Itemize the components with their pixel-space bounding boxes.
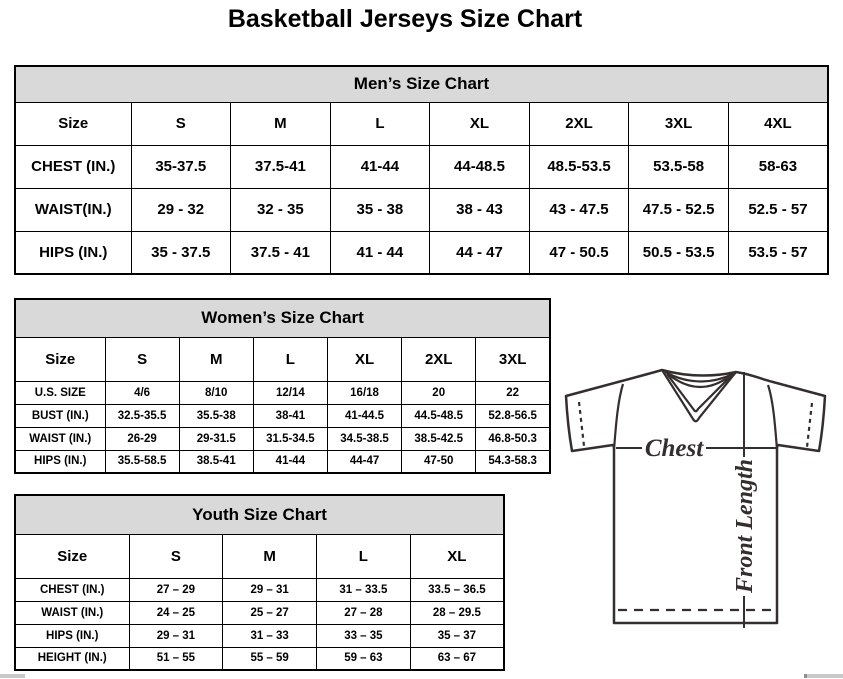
column-header-cell: L	[317, 534, 411, 578]
row-label-cell: HIPS (IN.)	[15, 231, 131, 274]
value-cell: 35-37.5	[131, 145, 231, 188]
table-row	[15, 231, 828, 274]
value-cell: 50.5 - 53.5	[629, 231, 729, 274]
value-cell: 22	[476, 381, 550, 404]
table-row	[15, 145, 828, 188]
value-cell: 63 – 67	[410, 647, 504, 670]
value-cell: 58-63	[728, 145, 828, 188]
value-cell: 38-41	[253, 404, 327, 427]
column-header-cell: 2XL	[402, 337, 476, 381]
value-cell: 53.5-58	[629, 145, 729, 188]
jersey-measurement-diagram	[554, 360, 842, 660]
value-cell: 51 – 55	[129, 647, 223, 670]
value-cell: 35.5-58.5	[105, 450, 179, 473]
value-cell: 4/6	[105, 381, 179, 404]
table-header-row	[15, 102, 828, 145]
value-cell: 27 – 28	[317, 601, 411, 624]
value-cell: 59 – 63	[317, 647, 411, 670]
table-row	[15, 404, 550, 427]
value-cell: 12/14	[253, 381, 327, 404]
table-row	[15, 188, 828, 231]
value-cell: 35 - 38	[330, 188, 430, 231]
column-header-cell: XL	[410, 534, 504, 578]
value-cell: 41-44	[330, 145, 430, 188]
column-header-cell: S	[131, 102, 231, 145]
value-cell: 35.5-38	[179, 404, 253, 427]
value-cell: 38.5-42.5	[402, 427, 476, 450]
value-cell: 47 - 50.5	[529, 231, 629, 274]
horizontal-scrollbar-right-fragment[interactable]	[804, 674, 843, 678]
value-cell: 43 - 47.5	[529, 188, 629, 231]
value-cell: 16/18	[327, 381, 401, 404]
value-cell: 52.8-56.5	[476, 404, 550, 427]
value-cell: 54.3-58.3	[476, 450, 550, 473]
table-row	[15, 450, 550, 473]
table-title-band: Youth Size Chart	[15, 495, 504, 534]
value-cell: 35 – 37	[410, 624, 504, 647]
front-length-label: Front Length	[732, 458, 758, 594]
value-cell: 32 - 35	[231, 188, 331, 231]
value-cell: 33.5 – 36.5	[410, 578, 504, 601]
value-cell: 31 – 33	[223, 624, 317, 647]
mens-size-chart-table	[14, 65, 829, 275]
table-row	[15, 624, 504, 647]
value-cell: 37.5 - 41	[231, 231, 331, 274]
value-cell: 44-48.5	[430, 145, 530, 188]
row-label-cell: HEIGHT (IN.)	[15, 647, 129, 670]
column-header-cell: L	[253, 337, 327, 381]
column-header-cell: 4XL	[728, 102, 828, 145]
horizontal-scrollbar-left-fragment[interactable]	[0, 674, 25, 678]
value-cell: 26-29	[105, 427, 179, 450]
column-header-cell: M	[231, 102, 331, 145]
value-cell: 46.8-50.3	[476, 427, 550, 450]
value-cell: 27 – 29	[129, 578, 223, 601]
table-row	[15, 647, 504, 670]
size-header-cell: Size	[15, 534, 129, 578]
table-title-band: Men’s Size Chart	[15, 66, 828, 102]
value-cell: 33 – 35	[317, 624, 411, 647]
page-title: Basketball Jerseys Size Chart	[227, 5, 583, 33]
value-cell: 38 - 43	[430, 188, 530, 231]
jersey-outline	[566, 370, 825, 623]
row-label-cell: WAIST(IN.)	[15, 188, 131, 231]
value-cell: 35 - 37.5	[131, 231, 231, 274]
value-cell: 47-50	[402, 450, 476, 473]
row-label-cell: WAIST (IN.)	[15, 427, 105, 450]
value-cell: 41-44.5	[327, 404, 401, 427]
value-cell: 44-47	[327, 450, 401, 473]
value-cell: 55 – 59	[223, 647, 317, 670]
table-header-row	[15, 337, 550, 381]
value-cell: 48.5-53.5	[529, 145, 629, 188]
table-title-band: Women’s Size Chart	[15, 299, 550, 337]
row-label-cell: CHEST (IN.)	[15, 578, 129, 601]
value-cell: 52.5 - 57	[728, 188, 828, 231]
chest-label: Chest	[644, 435, 704, 462]
value-cell: 31 – 33.5	[317, 578, 411, 601]
value-cell: 8/10	[179, 381, 253, 404]
value-cell: 34.5-38.5	[327, 427, 401, 450]
value-cell: 31.5-34.5	[253, 427, 327, 450]
youth-size-chart-table	[14, 494, 505, 671]
row-label-cell: CHEST (IN.)	[15, 145, 131, 188]
column-header-cell: XL	[430, 102, 530, 145]
value-cell: 44.5-48.5	[402, 404, 476, 427]
column-header-cell: M	[223, 534, 317, 578]
value-cell: 41 - 44	[330, 231, 430, 274]
value-cell: 28 – 29.5	[410, 601, 504, 624]
row-label-cell: U.S. SIZE	[15, 381, 105, 404]
value-cell: 44 - 47	[430, 231, 530, 274]
column-header-cell: 2XL	[529, 102, 629, 145]
size-header-cell: Size	[15, 102, 131, 145]
value-cell: 29-31.5	[179, 427, 253, 450]
column-header-cell: S	[105, 337, 179, 381]
column-header-cell: L	[330, 102, 430, 145]
table-header-row	[15, 534, 504, 578]
value-cell: 47.5 - 52.5	[629, 188, 729, 231]
value-cell: 29 – 31	[129, 624, 223, 647]
value-cell: 38.5-41	[179, 450, 253, 473]
row-label-cell: HIPS (IN.)	[15, 450, 105, 473]
value-cell: 29 – 31	[223, 578, 317, 601]
column-header-cell: 3XL	[476, 337, 550, 381]
value-cell: 25 – 27	[223, 601, 317, 624]
row-label-cell: WAIST (IN.)	[15, 601, 129, 624]
column-header-cell: 3XL	[629, 102, 729, 145]
value-cell: 41-44	[253, 450, 327, 473]
column-header-cell: XL	[327, 337, 401, 381]
value-cell: 53.5 - 57	[728, 231, 828, 274]
value-cell: 29 - 32	[131, 188, 231, 231]
womens-size-chart-table	[14, 298, 551, 474]
size-header-cell: Size	[15, 337, 105, 381]
row-label-cell: HIPS (IN.)	[15, 624, 129, 647]
value-cell: 32.5-35.5	[105, 404, 179, 427]
table-row	[15, 427, 550, 450]
table-row	[15, 601, 504, 624]
value-cell: 37.5-41	[231, 145, 331, 188]
value-cell: 24 – 25	[129, 601, 223, 624]
column-header-cell: M	[179, 337, 253, 381]
row-label-cell: BUST (IN.)	[15, 404, 105, 427]
table-row	[15, 578, 504, 601]
column-header-cell: S	[129, 534, 223, 578]
table-row	[15, 381, 550, 404]
value-cell: 20	[402, 381, 476, 404]
